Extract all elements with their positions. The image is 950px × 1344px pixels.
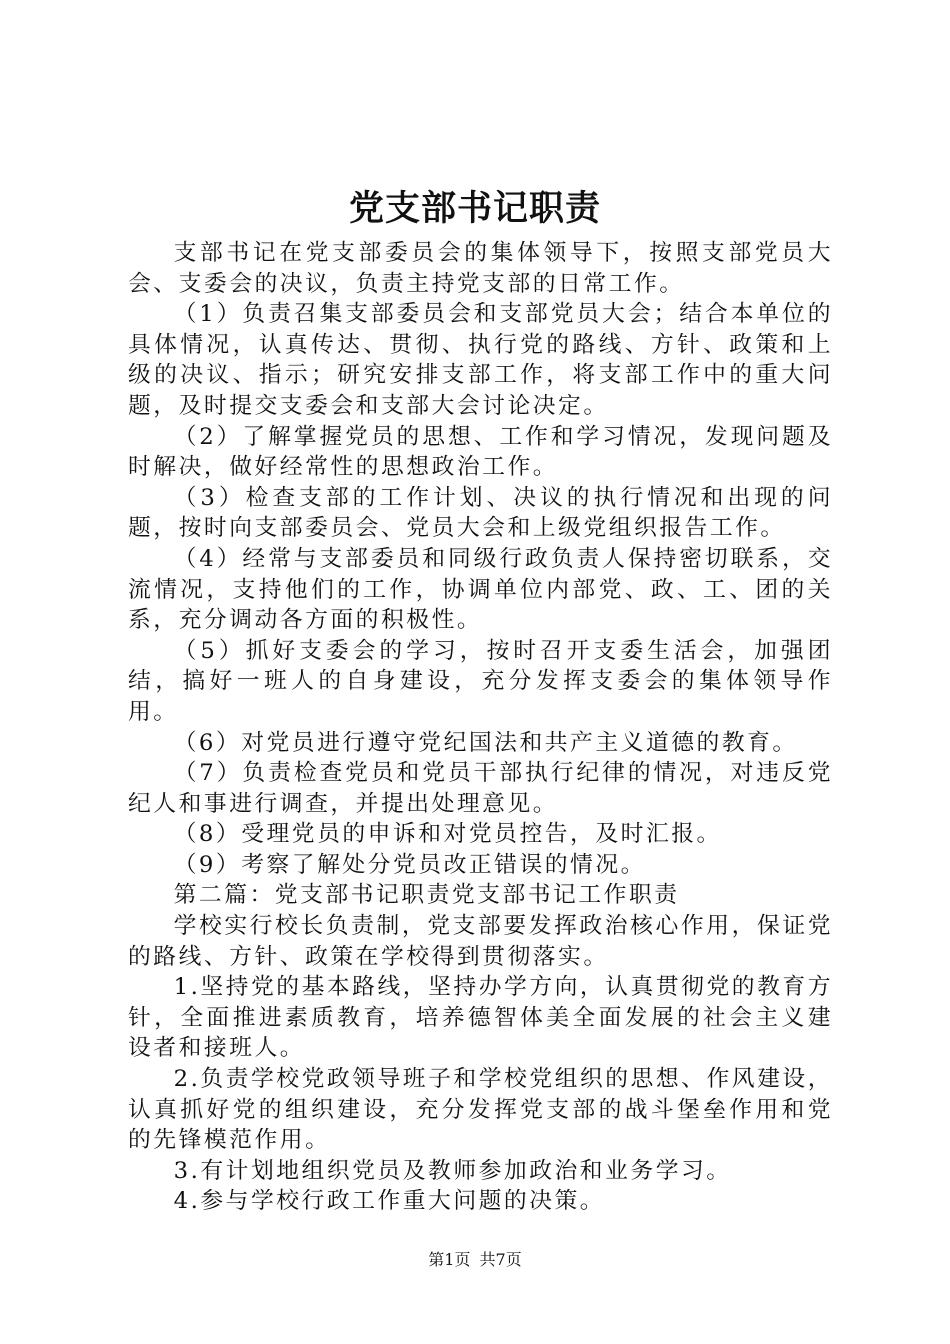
paragraph-duty-6: （6）对党员进行遵守党纪国法和共产主义道德的教育。	[173, 729, 798, 756]
document-body	[128, 238, 833, 1217]
paragraph-duty-7: （7）负责检查党员和党员干部执行纪律的情况，对违反党纪人和事进行调查，并提出处理意见。	[128, 760, 833, 817]
paragraph-school-item-4: 4.参与学校行政工作重大问题的决策。	[173, 1188, 606, 1215]
document-title: 党支部书记职责	[348, 188, 601, 229]
paragraph-school-intro: 学校实行校长负责制，党支部要发挥政治核心作用，保证党的路线、方针、政策在学校得到贯彻落实。	[128, 913, 833, 970]
paragraph-duty-5: （5）抓好支委会的学习，按时召开支委生活会，加强团结，搞好一班人的自身建设，充分发挥支委会的集体领导作用。	[128, 637, 833, 725]
paragraph-school-item-1: 1.坚持党的基本路线，坚持办学方向，认真贯彻党的教育方针，全面推进素质教育，培养德智体美全面发展的社会主义建设者和接班人。	[128, 974, 833, 1062]
page-total: 共7页	[479, 1250, 522, 1269]
paragraph-duty-1: （1）负责召集支部委员会和支部党员大会；结合本单位的具体情况，认真传达、贯彻、执行党的路线、方针、政策和上级的决议、指示；研究安排支部工作，将支部工作中的重大问题，及时提交支委会和支部大会讨论决定。	[128, 301, 833, 419]
page-footer	[0, 1249, 950, 1271]
paragraph-intro: 支部书记在党支部委员会的集体领导下，按照支部党员大会、支委会的决议，负责主持党支部的日常工作。	[128, 240, 833, 297]
section-heading-part-2: 第二篇：党支部书记职责党支部书记工作职责	[173, 882, 680, 909]
paragraph-school-item-3: 3.有计划地组织党员及教师参加政治和业务学习。	[173, 1157, 732, 1184]
paragraph-duty-9: （9）考察了解处分党员改正错误的情况。	[173, 851, 646, 878]
paragraph-duty-3: （3）检查支部的工作计划、决议的执行情况和出现的问题，按时向支部委员会、党员大会和上级党组织报告工作。	[128, 484, 833, 542]
paragraph-duty-8: （8）受理党员的申诉和对党员控告，及时汇报。	[173, 821, 722, 848]
paragraph-duty-2: （2）了解掌握党员的思想、工作和学习情况，发现问题及时解决，做好经常性的思想政治工作。	[128, 423, 833, 481]
paragraph-school-item-2: 2.负责学校党政领导班子和学校党组织的思想、作风建设，认真抓好党的组织建设，充分发挥党支部的战斗堡垒作用和党的先锋模范作用。	[128, 1066, 833, 1154]
page-number: 第1页	[428, 1250, 471, 1269]
paragraph-duty-4: （4）经常与支部委员和同级行政负责人保持密切联系，交流情况，支持他们的工作，协调单位内部党、政、工、团的关系，充分调动各方面的积极性。	[128, 545, 833, 634]
